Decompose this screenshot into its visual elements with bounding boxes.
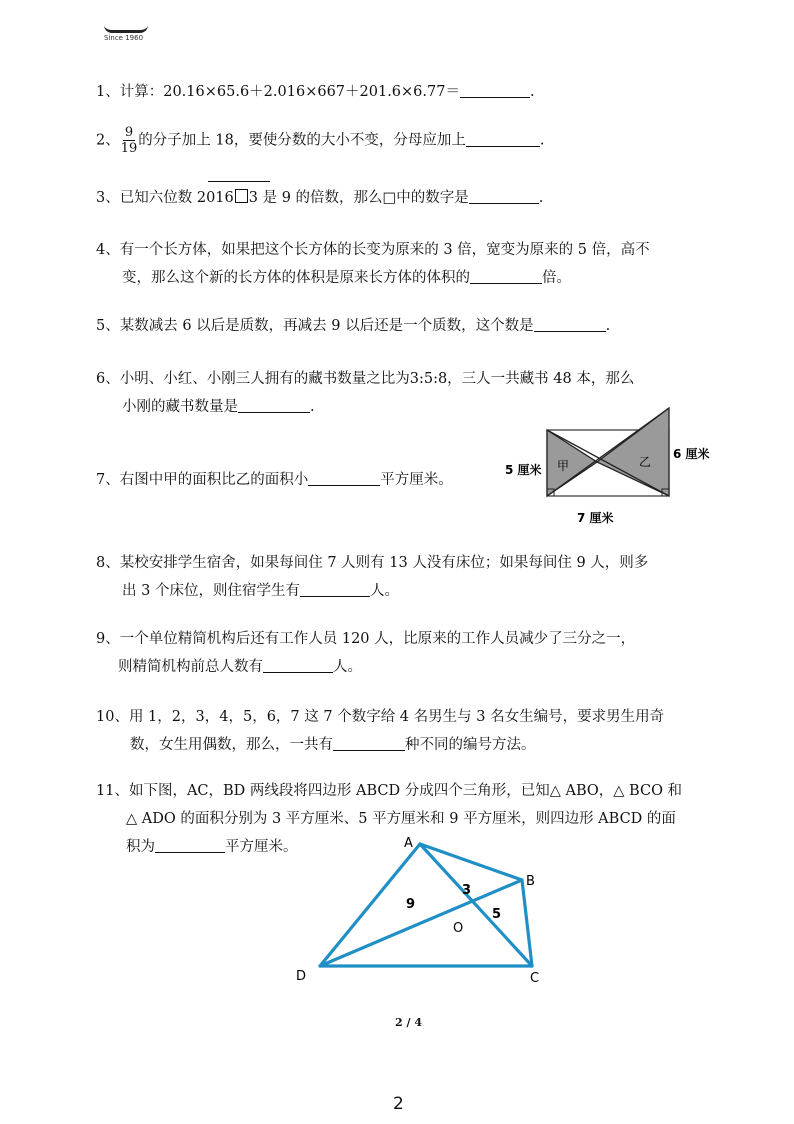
q11-quadrilateral-abcd [320, 844, 532, 966]
q10-line2: 数，女生用偶数，那么，一共有 [130, 737, 333, 753]
q6-number: 6、 [96, 371, 120, 387]
q6-line1: 小明、小红、小刚三人拥有的藏书数量之比为3:5:8，三人一共藏书 48 本，那么 [119, 371, 635, 387]
q10-end: 种不同的编号方法。 [405, 737, 536, 753]
question-4 [96, 236, 650, 292]
q4-line2: 变，那么这个新的长方体的体积是原来长方体的体积的 [122, 270, 470, 286]
q8-number: 8、 [96, 555, 120, 571]
q2-fraction-numerator: 9 [124, 125, 134, 140]
q11-area-ado: 9 [406, 897, 416, 912]
q6-end: . [310, 399, 315, 415]
q3-text-a: 已知六位数 2016 [119, 190, 234, 206]
q8-line1: 某校安排学生宿舍，如果每间住 7 人则有 13 人没有床位；如果每间住 9 人，则多 [119, 555, 649, 571]
q6-line2: 小刚的藏书数量是 [122, 399, 238, 415]
school-logo [104, 20, 148, 42]
q2-fraction-denominator: 19 [120, 141, 138, 156]
page-number-small: 2 / 4 [395, 1016, 422, 1029]
q7-text: 右图中甲的面积比乙的面积小 [119, 472, 309, 488]
q11-label-b: B [526, 874, 535, 889]
q2-number: 2、 [96, 132, 120, 149]
q10-number: 10、 [96, 709, 129, 725]
q9-number: 9、 [96, 631, 120, 647]
question-3 [96, 184, 543, 212]
q3-text-b: 3 是 9 的倍数，那么□中的数字是 [248, 190, 469, 206]
q11-label-a: A [404, 836, 413, 851]
q5-number: 5、 [96, 318, 120, 334]
q11-label-o: O [453, 921, 464, 936]
question-1 [96, 78, 535, 106]
q3-answer-blank[interactable] [469, 187, 539, 204]
q3-digit-box [235, 189, 248, 203]
q8-line2: 出 3 个床位，则住宿学生有 [122, 583, 300, 599]
q7-figure [495, 400, 725, 535]
q2-end: . [539, 132, 545, 149]
q7-label-right-height: 6 厘米 [673, 447, 710, 461]
question-8 [96, 549, 648, 605]
q11-end: 平方厘米。 [225, 839, 298, 855]
q11-area-bco: 5 [492, 907, 502, 922]
q7-end: 平方厘米。 [380, 472, 453, 488]
q5-answer-blank[interactable] [534, 315, 606, 332]
q7-label-yi: 乙 [639, 455, 652, 469]
q3-number-overline [208, 181, 270, 182]
q5-end: . [605, 318, 611, 334]
q1-end: . [529, 84, 535, 100]
q8-end: 人。 [369, 583, 399, 599]
q7-answer-blank[interactable] [308, 469, 380, 486]
q3-end: . [538, 190, 544, 206]
q9-end: 人。 [333, 659, 362, 675]
q9-answer-blank[interactable] [263, 656, 333, 673]
question-5 [96, 312, 610, 340]
q11-number: 11、 [96, 783, 129, 799]
q2-text: 的分子加上 18，要使分数的大小不变，分母应加上 [138, 132, 466, 149]
q6-answer-blank[interactable] [238, 396, 310, 413]
q7-number: 7、 [96, 472, 120, 488]
q11-figure [290, 830, 560, 990]
q1-number: 1、 [96, 84, 120, 100]
q7-label-jia: 甲 [557, 459, 570, 473]
q10-answer-blank[interactable] [333, 734, 405, 751]
q10-line1: 用 1，2，3，4，5，6，7 这 7 个数字给 4 名男生与 3 名女生编号，要求男生用奇 [128, 709, 665, 725]
q11-line3: 积为 [126, 839, 155, 855]
logo-mark [104, 20, 148, 33]
q4-end: 倍。 [542, 270, 571, 286]
logo-text: Since 1960 [104, 34, 144, 42]
q7-triangle-jia [547, 430, 597, 496]
q11-line1: 如下图，AC，BD 两线段将四边形 ABCD 分成四个三角形，已知△ ABO，△ BCO 和 [128, 783, 683, 799]
q5-text: 某数减去 6 以后是质数，再减去 9 以后还是一个质数，这个数是 [119, 318, 534, 334]
q7-label-width: 7 厘米 [577, 511, 614, 525]
page-number: 2 [393, 1094, 404, 1114]
q4-number: 4、 [96, 242, 120, 258]
question-9 [96, 625, 635, 681]
question-10 [96, 703, 664, 759]
q11-line2: △ ADO 的面积分别为 3 平方厘米、5 平方厘米和 9 平方厘米，则四边形 ABCD 的面 [126, 811, 676, 827]
q11-label-c: C [530, 971, 540, 986]
q11-answer-blank[interactable] [155, 836, 225, 853]
q7-label-left-height: 5 厘米 [505, 463, 542, 477]
q11-area-abo: 3 [462, 883, 472, 898]
q2-fraction [121, 125, 138, 156]
q4-line1: 有一个长方体，如果把这个长方体的长变为原来的 3 倍，宽变为原来的 5 倍，高不 [119, 242, 650, 258]
q2-answer-blank[interactable] [466, 130, 540, 147]
q9-line1: 一个单位精简机构后还有工作人员 120 人，比原来的工作人员减少了三分之一， [119, 631, 636, 647]
q1-answer-blank[interactable] [460, 81, 530, 98]
q4-answer-blank[interactable] [470, 267, 542, 284]
q1-text: 计算：20.16×65.6＋2.016×667＋201.6×6.77＝ [119, 84, 460, 100]
q11-label-d: D [296, 969, 307, 984]
q8-answer-blank[interactable] [300, 580, 370, 597]
question-7 [96, 466, 453, 494]
q3-number: 3、 [96, 190, 120, 206]
question-2 [96, 125, 544, 156]
q9-line2: 则精简机构前总人数有 [118, 659, 263, 675]
